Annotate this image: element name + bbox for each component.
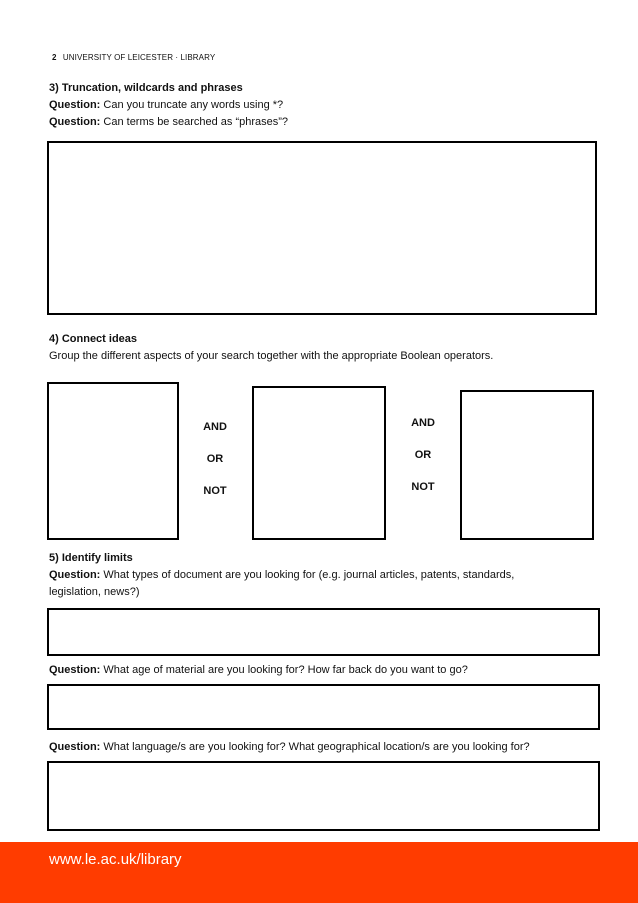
answer-box-material-age[interactable] [47,684,600,730]
question-text: What language/s are you looking for? What geographical location/s are you looking for? [100,741,530,753]
question-text: What age of material are you looking for? How far back do you want to go? [100,664,468,676]
concept-box-3[interactable] [460,390,594,540]
section3-question-2 [49,114,288,131]
answer-box-language-location[interactable] [47,761,600,831]
section5-question-3 [49,739,530,756]
question-text: What types of document are you looking for (e.g. journal articles, patents, standards, [100,569,515,581]
operator-or-1: OR [206,453,224,465]
section5-heading: 5) Identify limits [49,552,133,564]
operator-and-1: AND [203,421,227,433]
footer-url-link[interactable]: www.le.ac.uk/library [49,851,182,868]
concept-box-1[interactable] [47,382,179,540]
question-label: Question: [49,569,101,581]
footer-bar [0,842,638,903]
question-text: Can terms be searched as “phrases”? [100,116,289,128]
section5-question-1 [49,567,514,584]
answer-box-truncation[interactable] [47,141,597,315]
page-header [52,53,215,62]
answer-box-document-types[interactable] [47,608,600,656]
question-label: Question: [49,664,101,676]
question-label: Question: [49,116,101,128]
page-number: 2 [52,53,57,62]
concept-box-2[interactable] [252,386,386,540]
section5-question-1-line2: legislation, news?) [49,586,140,598]
question-label: Question: [49,99,101,111]
question-text: Can you truncate any words using *? [100,99,284,111]
operator-not-1: NOT [203,485,227,497]
section4-heading: 4) Connect ideas [49,333,138,345]
header-title: UNIVERSITY OF LEICESTER · LIBRARY [62,53,216,62]
section5-question-2 [49,662,468,679]
section4-text: Group the different aspects of your search together with the appropriate Boolean operators. [49,350,494,362]
question-label: Question: [49,741,101,753]
section3-heading: 3) Truncation, wildcards and phrases [49,82,243,94]
operator-or-2: OR [414,449,432,461]
operator-and-2: AND [411,417,435,429]
operator-not-2: NOT [411,481,435,493]
section3-question-1 [49,97,283,114]
